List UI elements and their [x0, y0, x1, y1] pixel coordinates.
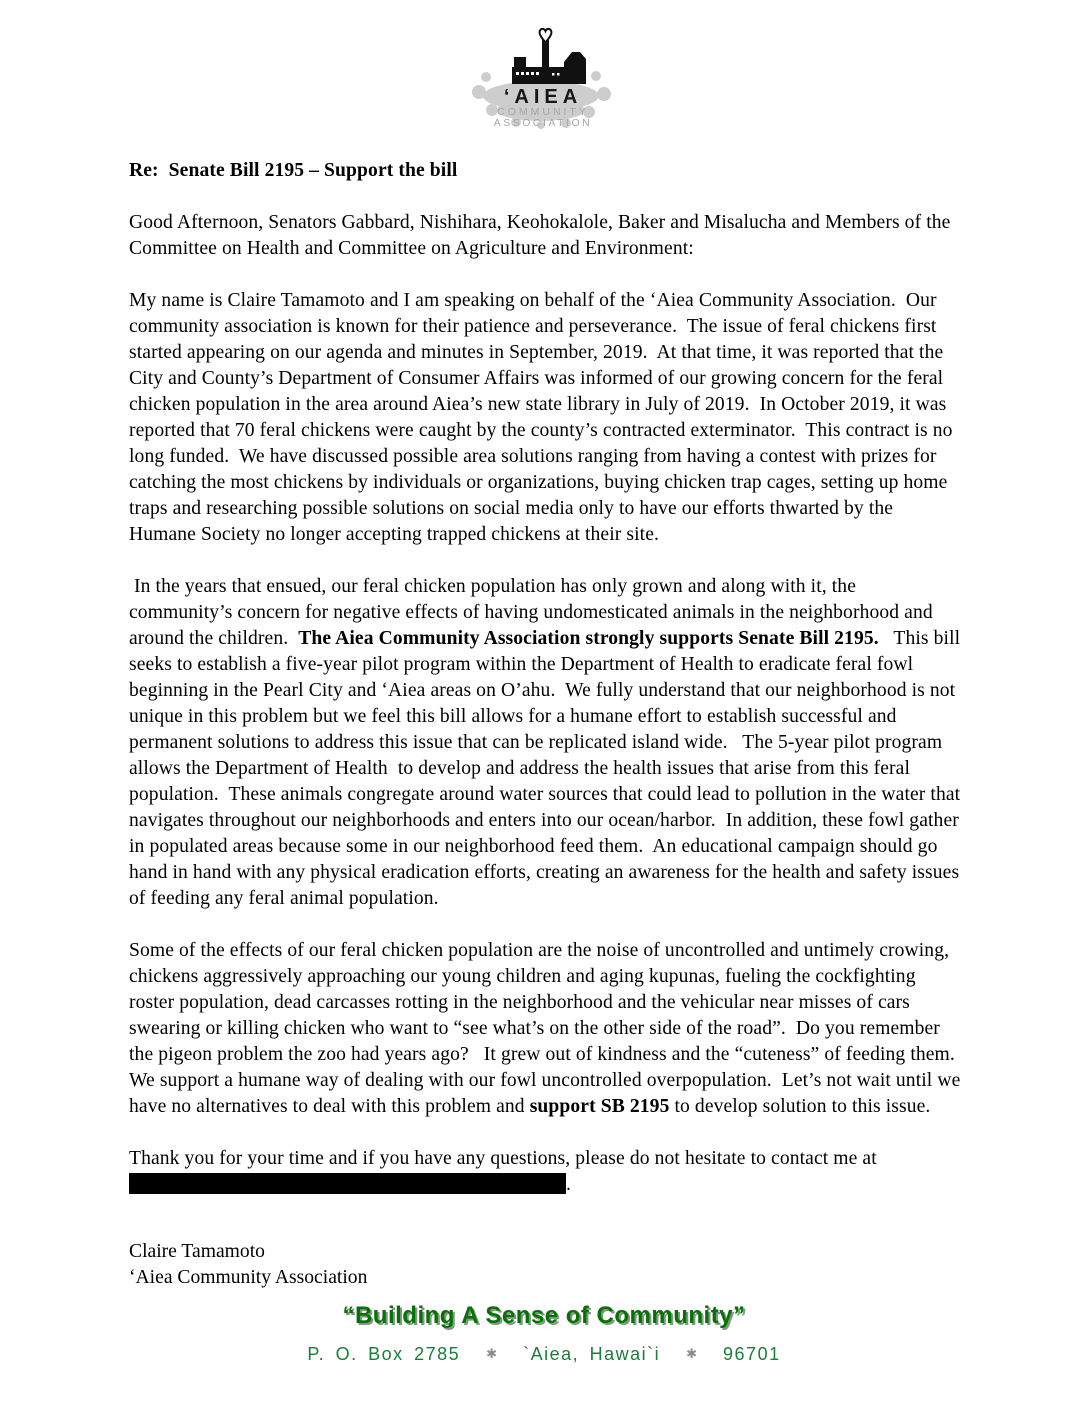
asterisk-separator-icon: ✱: [486, 1346, 498, 1361]
heart-icon: [540, 29, 552, 43]
signature-block: [129, 1239, 367, 1291]
asterisk-separator-icon: ✱: [686, 1346, 698, 1361]
bold-emphasis: The Aiea Community Association strongly supports Senate Bill 2195.: [298, 628, 879, 649]
paragraph: Some of the effects of our feral chicken population are the noise of uncontrolled and untimely crowing, chickens aggressively approaching our young children and aging kupunas, fueling the cockfighting roster population, dead carcasses rotting in the neighborhood and the vehicular near misses of cars swearing or killing chicken who want to “see what’s on the other side of the road”. Do you remember the pigeon problem the zoo had years ago? It grew out of kindness and the “cuteness” of feeding them. We support a humane way of dealing with our fowl uncontrolled overpopulation. Let’s not wait until we have no alternatives to deal with this problem and support SB 2195 to develop solution to this issue.: [129, 940, 966, 1117]
letter-paragraphs: [129, 210, 966, 1198]
signature-org: ‘Aiea Community Association: [129, 1267, 368, 1288]
paragraph: Thank you for your time and if you have any questions, please do not hesitate to contact me at .: [129, 1148, 882, 1195]
footer-address: [0, 1344, 1088, 1365]
logo-name: ‘AIEA: [503, 86, 583, 108]
signature-name: Claire Tamamoto: [129, 1241, 265, 1262]
footer-motto: “Building A Sense of Community”: [342, 1302, 746, 1329]
zip: 96701: [723, 1344, 781, 1364]
logo-line1: COMMUNITY: [497, 106, 589, 118]
bold-emphasis: support SB 2195: [529, 1096, 670, 1117]
subject-line: Re: Senate Bill 2195 – Support the bill: [129, 160, 458, 181]
paragraph: Good Afternoon, Senators Gabbard, Nishihara, Keohokalole, Baker and Misalucha and Members of the Committee on Health and Committee on Agriculture and Environment:: [129, 212, 956, 259]
po-box: P. O. Box 2785: [307, 1344, 461, 1364]
redaction-bar: [129, 1173, 566, 1194]
letter-body: [129, 158, 966, 1224]
letter-footer: [0, 1302, 1088, 1365]
paragraph: In the years that ensued, our feral chicken population has only grown and along with it, the community’s concern for negative effects of having undomesticated animals in the neighborhood and around the children. The Aiea Community Association strongly supports Senate Bill 2195. This bill seeks to establish a five-year pilot program within the Department of Health to eradicate feral fowl beginning in the Pearl City and ‘Aiea areas on O’ahu. We fully understand that our neighborhood is not unique in this problem but we feel this bill allows for a humane effort to establish successful and permanent solutions to address this issue that can be replicated island wide. The 5-year pilot program allows the Department of Health to develop and address the health issues that arise from this feral population. These animals congregate around water sources that could lead to pollution in the water that navigates throughout our neighborhoods and enters into our ocean/harbor. In addition, these fowl gather in populated areas because some in our neighborhood feed them. An educational campaign should go hand in hand with any physical eradication efforts, creating an awareness for the health and safety issues of feeding any feral animal population.: [129, 576, 966, 909]
city: `Aiea, Hawai`i: [523, 1344, 661, 1364]
paragraph: My name is Claire Tamamoto and I am speaking on behalf of the ‘Aiea Community Association. Our community association is known for their patience and perseverance. The issue of feral chickens first started appearing on our agenda and minutes in September, 2019. At that time, it was reported that the City and County’s Department of Consumer Affairs was informed of our growing concern for the feral chicken population in the area around Aiea’s new state library in July of 2019. In October 2019, it was reported that 70 feral chickens were caught by the county’s contracted exterminator. This contract is no long funded. We have discussed possible area solutions ranging from having a contest with prizes for catching the most chickens by individuals or organizations, buying chicken trap cages, setting up home traps and researching possible solutions on social media only to have our efforts thwarted by the Humane Society no longer accepting trapped chickens at their site.: [129, 290, 958, 545]
factory-icon: [512, 35, 586, 84]
logo-line2: ASSOCIATION: [493, 117, 593, 129]
aiea-logo: [468, 22, 620, 136]
